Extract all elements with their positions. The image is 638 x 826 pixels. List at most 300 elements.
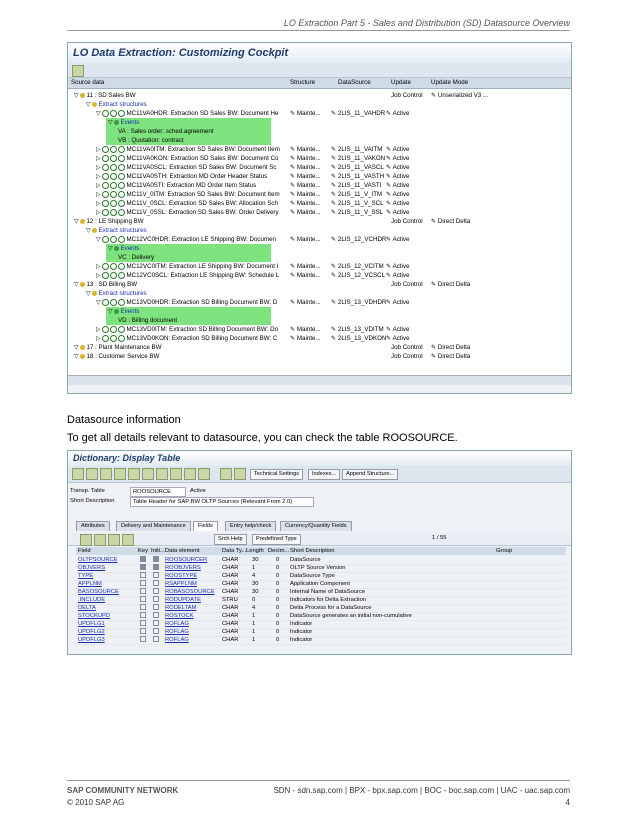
update-cell[interactable]: Job Control [391,92,423,99]
datasource-pencil-icon[interactable]: ✎ [331,164,338,171]
tree-node [96,145,286,154]
data-element-cell[interactable]: ROFLAG [165,629,189,635]
initial-checkbox[interactable] [153,564,159,570]
tree-row[interactable] [68,289,571,298]
status-light-icon [110,110,117,117]
update-cell[interactable]: Active [392,263,410,270]
structure-cell[interactable]: Mainte... [296,326,321,333]
status-light-icon [110,272,117,279]
transp-table-field[interactable]: ROOSOURCE [130,487,186,497]
tree-node-label: MC12VC0ITM: Extraction LE Shipping BW: Document I [126,263,279,270]
field-name-cell[interactable]: APPLNM [78,581,102,587]
status-light-icon [118,263,125,270]
mode-pencil-icon[interactable]: ✎ [431,344,438,351]
status-light-icon [110,182,117,189]
tree-row[interactable] [68,307,571,316]
datasource-pencil-icon[interactable]: ✎ [331,155,338,162]
expand-toggle-icon[interactable]: ▽ [74,281,81,288]
structure-cell[interactable]: Mainte... [296,209,321,216]
tree-row[interactable] [68,109,571,118]
datasource-pencil-icon[interactable]: ✎ [331,110,338,117]
delete-row-icon[interactable] [94,534,106,546]
length-cell: 30 [252,589,259,595]
expand-toggle-icon[interactable]: ▽ [74,344,81,351]
update-cell[interactable]: Active [392,335,410,342]
tree-row[interactable] [68,163,571,172]
update-pencil-icon[interactable]: ✎ [386,173,393,180]
update-pencil-icon[interactable]: ✎ [386,200,393,207]
tree-row[interactable] [68,217,571,226]
col-update: Update [391,79,411,86]
structure-cell[interactable]: Mainte... [296,182,321,189]
tree-row[interactable] [68,136,571,145]
tree-node-label: 12 : LE Shipping BW [86,218,144,225]
structure-cell[interactable]: Mainte... [296,155,321,162]
update-cell[interactable]: Active [392,155,410,162]
tree-node [96,208,286,217]
tree-node [74,352,286,361]
tree-row[interactable] [68,280,571,289]
length-cell: 4 [252,573,256,579]
initial-checkbox[interactable] [153,636,159,642]
key-checkbox[interactable] [140,628,146,634]
key-checkbox[interactable] [140,620,146,626]
back-icon[interactable] [72,468,84,480]
folder-icon [92,102,97,107]
data-type-cell: CHAR [222,613,239,619]
tab-fields[interactable]: Fields [193,521,218,531]
update-pencil-icon[interactable]: ✎ [386,155,393,162]
info-icon[interactable] [184,468,196,480]
structure-cell[interactable]: Mainte... [296,173,321,180]
update-pencil-icon[interactable]: ✎ [386,299,393,306]
expand-toggle-icon[interactable]: ▷ [96,182,103,189]
maintain-pencil-icon[interactable]: ✎ [290,209,297,216]
datasource-pencil-icon[interactable]: ✎ [331,173,338,180]
insert-row-icon[interactable] [80,534,92,546]
status-light-icon [118,209,125,216]
structure-cell[interactable]: Mainte... [296,110,321,117]
structure-cell[interactable]: Mainte... [296,272,321,279]
data-type-cell: CHAR [222,621,239,627]
maintain-pencil-icon[interactable]: ✎ [290,200,297,207]
maintain-pencil-icon[interactable]: ✎ [290,173,297,180]
key-checkbox[interactable] [140,636,146,642]
initial-checkbox[interactable] [153,580,159,586]
display-icon[interactable] [114,468,126,480]
maintain-pencil-icon[interactable]: ✎ [290,182,297,189]
status-light-icon [118,236,125,243]
expand-toggle-icon[interactable]: ▽ [108,308,115,315]
update-cell[interactable]: Job Control [391,344,423,351]
datasource-cell[interactable]: 2LIS_12_VCHDR [337,236,387,243]
update-pencil-icon[interactable]: ✎ [386,191,393,198]
short-description-field[interactable]: Table Header for SAP BW OLTP Sources (Relevant From 2.0) [130,497,314,507]
update-cell[interactable]: Active [392,236,410,243]
expand-toggle-icon[interactable]: ▽ [74,218,81,225]
data-element-cell[interactable]: ROOSOURCER [165,557,208,563]
status-light-icon [102,299,109,306]
tree-row[interactable] [68,181,571,190]
hierarchy-icon[interactable] [170,468,182,480]
maintain-pencil-icon[interactable]: ✎ [290,299,297,306]
tree-row[interactable] [68,118,571,127]
tree-row[interactable] [68,190,571,199]
maintain-icon[interactable] [72,65,84,77]
expand-toggle-icon[interactable]: ▷ [96,155,103,162]
expand-toggle-icon[interactable]: ▽ [108,119,115,126]
tree-node [96,325,286,334]
technical-settings-button[interactable]: Technical Settings [250,469,303,480]
field-name-cell[interactable]: .INCLUDE [78,597,106,603]
tab-delivery-maintenance[interactable]: Delivery and Maintenance [116,521,191,531]
tree-row[interactable] [68,172,571,181]
datasource-cell[interactable]: 2LIS_12_VCSCL [337,272,386,279]
tree-node [118,136,286,145]
update-pencil-icon[interactable]: ✎ [386,326,393,333]
expand-toggle-icon[interactable]: ▽ [96,299,103,306]
datasource-pencil-icon[interactable]: ✎ [331,182,338,189]
datasource-cell[interactable]: 2LIS_11_V_SCL [337,200,384,207]
update-cell[interactable]: Active [392,272,410,279]
tab-currency-quantity[interactable]: Currency/Quantity Fields [280,521,352,531]
decimals-cell: 0 [276,637,280,643]
datasource-pencil-icon[interactable]: ✎ [331,209,338,216]
tab-attributes[interactable]: Attributes [76,521,110,531]
tree-row[interactable] [68,298,571,307]
update-cell[interactable]: Active [392,209,410,216]
length-cell: 4 [252,605,256,611]
copy-icon[interactable] [108,534,120,546]
mode-pencil-icon[interactable]: ✎ [431,281,438,288]
status-light-icon [110,200,117,207]
search-help-button[interactable]: Srch Help [214,534,247,545]
update-cell[interactable]: Active [392,182,410,189]
key-checkbox[interactable] [140,580,146,586]
datasource-cell[interactable]: 2LIS_11_VASTI [337,182,382,189]
update-cell[interactable]: Active [392,326,410,333]
datasource-pencil-icon[interactable]: ✎ [331,200,338,207]
update-pencil-icon[interactable]: ✎ [386,110,393,117]
tree-row[interactable] [68,235,571,244]
data-type-cell: CHAR [222,573,239,579]
field-name-cell[interactable]: TYPE [78,573,94,579]
update-cell[interactable]: Active [392,110,410,117]
update-cell[interactable]: Active [392,299,410,306]
key-checkbox[interactable] [140,596,146,602]
structure-cell[interactable]: Mainte... [296,200,321,207]
data-element-cell[interactable]: RODUPDATE [165,597,201,603]
initial-checkbox[interactable] [153,628,159,634]
structure-cell[interactable]: Mainte... [296,191,321,198]
maintain-pencil-icon[interactable]: ✎ [290,326,297,333]
initial-checkbox[interactable] [153,604,159,610]
datasource-pencil-icon[interactable]: ✎ [331,263,338,270]
data-element-cell[interactable]: RSAPPLNM [165,581,197,587]
status-light-icon [102,272,109,279]
tree-row[interactable] [68,325,571,334]
key-checkbox[interactable] [140,612,146,618]
tree-node [74,91,286,100]
expand-toggle-icon[interactable]: ▽ [86,101,93,108]
status-light-icon [102,263,109,270]
initial-checkbox[interactable] [153,588,159,594]
status-light-icon [110,146,117,153]
col-group: Group [496,548,513,554]
update-pencil-icon[interactable]: ✎ [386,236,393,243]
mode-pencil-icon[interactable]: ✎ [431,92,438,99]
maintain-pencil-icon[interactable]: ✎ [290,146,297,153]
key-checkbox[interactable] [140,564,146,570]
initial-checkbox[interactable] [153,620,159,626]
datasource-cell[interactable]: 2LIS_13_VDITM [337,326,384,333]
update-cell[interactable]: Active [392,173,410,180]
col-field: Field [78,548,91,554]
length-cell: 1 [252,629,256,635]
table-icon[interactable] [220,468,232,480]
field-row[interactable] [76,636,566,645]
update-pencil-icon[interactable]: ✎ [386,182,393,189]
field-name-cell[interactable]: DELTA [78,605,96,611]
update-pencil-icon[interactable]: ✎ [386,263,393,270]
data-element-cell[interactable]: RODELTAM [165,605,197,611]
expand-toggle-icon[interactable]: ▽ [86,290,93,297]
activate-icon[interactable] [142,468,154,480]
tree-row[interactable] [68,100,571,109]
tree-node [96,172,286,181]
datasource-pencil-icon[interactable]: ✎ [331,146,338,153]
folder-icon [92,291,97,296]
status-light-icon [118,191,125,198]
tree-row[interactable] [68,343,571,352]
data-element-cell[interactable]: ROFLAG [165,621,189,627]
status-light-icon [102,110,109,117]
tree-node-label: MC11VA0STH: Extraction MD Order Header Status [126,173,268,180]
maintain-pencil-icon[interactable]: ✎ [290,155,297,162]
where-used-icon[interactable] [156,468,168,480]
append-structure-button[interactable]: Append Structure... [342,469,398,480]
status-light-icon [110,335,117,342]
update-pencil-icon[interactable]: ✎ [386,146,393,153]
check-icon[interactable] [128,468,140,480]
data-element-cell[interactable]: ROSTOCK [165,613,194,619]
col-source-data: Source data [71,79,105,86]
forward-icon[interactable] [86,468,98,480]
tree-node-label: VB : Quotation: contract [118,137,184,144]
expand-toggle-icon[interactable]: ▷ [96,335,103,342]
expand-toggle-icon[interactable]: ▽ [86,227,93,234]
expand-toggle-icon[interactable]: ▽ [74,353,81,360]
datasource-cell[interactable]: 2LIS_13_VDKON [337,335,387,342]
datasource-cell[interactable]: 2LIS_11_VAKON [337,155,386,162]
decimals-cell: 0 [276,605,280,611]
status-light-icon [102,191,109,198]
datasource-cell[interactable]: 2LIS_13_VDHDR [337,299,387,306]
data-element-cell[interactable]: ROOBJVERS [165,565,201,571]
tree-node [86,100,286,109]
tree-row[interactable] [68,334,571,343]
maintain-pencil-icon[interactable]: ✎ [290,191,297,198]
fields-toolbar [68,533,571,546]
field-name-cell[interactable]: BASOSOURCE [78,589,119,595]
short-description-cell: DataSource generates an initial non-cumulative [290,613,412,619]
key-checkbox[interactable] [140,556,146,562]
tree-row[interactable] [68,316,571,325]
status-light-icon [118,182,125,189]
tree-row[interactable] [68,154,571,163]
tree-node [108,244,286,253]
datasource-cell[interactable]: 2LIS_12_VCITM [337,263,384,270]
length-cell: 1 [252,637,256,643]
expand-toggle-icon[interactable]: ▷ [96,146,103,153]
update-cell[interactable]: Active [392,191,410,198]
maintain-pencil-icon[interactable]: ✎ [290,335,297,342]
expand-toggle-icon[interactable]: ▷ [96,209,103,216]
tree-row[interactable] [68,208,571,217]
expand-toggle-icon[interactable]: ▽ [74,92,81,99]
decimals-cell: 0 [276,589,280,595]
datasource-pencil-icon[interactable]: ✎ [331,299,338,306]
maintain-pencil-icon[interactable]: ✎ [290,236,297,243]
expand-toggle-icon[interactable]: ▷ [96,263,103,270]
update-mode-cell[interactable]: Direct Delta [437,281,471,288]
maintain-pencil-icon[interactable]: ✎ [290,272,297,279]
field-name-cell[interactable]: UPDFLG3 [78,637,105,643]
mode-pencil-icon[interactable]: ✎ [431,218,438,225]
key-checkbox[interactable] [140,572,146,578]
mode-pencil-icon[interactable]: ✎ [431,353,438,360]
structure-cell[interactable]: Mainte... [296,263,321,270]
tree-row[interactable] [68,91,571,100]
datasource-pencil-icon[interactable]: ✎ [331,272,338,279]
field-name-cell[interactable]: STOCKUPD [78,613,111,619]
tree-row[interactable] [68,127,571,136]
expand-toggle-icon[interactable]: ▷ [96,164,103,171]
tab-entry-help[interactable]: Entry help/check [225,521,276,531]
layout-icon[interactable] [198,468,210,480]
update-pencil-icon[interactable]: ✎ [386,209,393,216]
initial-checkbox[interactable] [153,596,159,602]
structure-cell[interactable]: Mainte... [296,299,321,306]
tree-node [96,154,286,163]
expand-toggle-icon[interactable]: ▽ [108,245,115,252]
expand-toggle-icon[interactable]: ▷ [96,200,103,207]
tree-row[interactable] [68,253,571,262]
tree-node [96,334,286,343]
datasource-cell[interactable]: 2LIS_11_VAITM [337,146,383,153]
datasource-pencil-icon[interactable]: ✎ [331,335,338,342]
structure-cell[interactable]: Mainte... [296,335,321,342]
status-light-icon [118,200,125,207]
field-name-cell[interactable]: OLTPSOURCE [78,557,118,563]
tree-row[interactable] [68,199,571,208]
data-type-cell: CHAR [222,581,239,587]
datasource-cell[interactable]: 2LIS_11_VASCL [337,164,384,171]
key-checkbox[interactable] [140,588,146,594]
expand-toggle-icon[interactable]: ▷ [96,326,103,333]
maintain-pencil-icon[interactable]: ✎ [290,164,297,171]
short-description-cell: Indicator [290,629,313,635]
horizontal-scrollbar[interactable] [68,375,571,385]
tree-node-label: Extract structures [98,101,147,108]
expand-toggle-icon[interactable]: ▷ [96,191,103,198]
update-pencil-icon[interactable]: ✎ [386,272,393,279]
tree-row[interactable] [68,145,571,154]
predefined-type-button[interactable]: Predefined Type [252,534,301,545]
data-type-cell: CHAR [222,557,239,563]
update-mode-cell[interactable]: Direct Delta [437,344,471,351]
initial-checkbox[interactable] [153,556,159,562]
tree-row[interactable] [68,352,571,361]
datasource-pencil-icon[interactable]: ✎ [331,191,338,198]
data-element-cell[interactable]: ROBASOSOURCE [165,589,215,595]
update-cell[interactable]: Job Control [391,281,423,288]
status-light-icon [102,209,109,216]
tree-node [118,127,286,136]
maintain-pencil-icon[interactable]: ✎ [290,110,297,117]
datasource-pencil-icon[interactable]: ✎ [331,236,338,243]
contents-icon[interactable] [234,468,246,480]
update-mode-cell[interactable]: Direct Delta [437,218,471,225]
tree-row[interactable] [68,244,571,253]
expand-toggle-icon[interactable]: ▷ [96,173,103,180]
datasource-cell[interactable]: 2LIS_11_V_ITM [337,191,383,198]
initial-checkbox[interactable] [153,572,159,578]
expand-toggle-icon[interactable]: ▽ [96,236,103,243]
indexes-button[interactable]: Indexes... [308,469,340,480]
status-light-icon [102,200,109,207]
field-name-cell[interactable]: UPDFLG2 [78,629,105,635]
key-checkbox[interactable] [140,604,146,610]
initial-checkbox[interactable] [153,612,159,618]
datasource-cell[interactable]: 2LIS_11_VAHDR [337,110,386,117]
edit-icon[interactable] [100,468,112,480]
col-length: Length [246,548,264,554]
paste-icon[interactable] [122,534,134,546]
datasource-cell[interactable]: 2LIS_11_VASTH [337,173,385,180]
data-element-cell[interactable]: ROOSTYPE [165,573,198,579]
update-pencil-icon[interactable]: ✎ [386,335,393,342]
tree-row[interactable] [68,226,571,235]
update-pencil-icon[interactable]: ✎ [386,164,393,171]
update-mode-cell[interactable]: Unserialized V3 ... [437,92,489,99]
structure-cell[interactable]: Mainte... [296,146,321,153]
update-mode-cell[interactable]: Direct Delta [437,353,471,360]
tree-row[interactable] [68,271,571,280]
update-cell[interactable]: Active [392,164,410,171]
col-key: Key [138,548,148,554]
structure-cell[interactable]: Mainte... [296,164,321,171]
decimals-cell: 0 [276,581,280,587]
decimals-cell: 0 [276,573,280,579]
field-name-cell[interactable]: OBJVERS [78,565,106,571]
field-name-cell[interactable]: UPDFLG1 [78,621,105,627]
datasource-pencil-icon[interactable]: ✎ [331,326,338,333]
update-cell[interactable]: Active [392,200,410,207]
structure-cell[interactable]: Mainte... [296,236,321,243]
expand-toggle-icon[interactable]: ▷ [96,272,103,279]
expand-toggle-icon[interactable]: ▽ [96,110,103,117]
tree-node [96,109,286,118]
maintain-pencil-icon[interactable]: ✎ [290,263,297,270]
data-element-cell[interactable]: ROFLAG [165,637,189,643]
status-light-icon [118,326,125,333]
update-cell[interactable]: Job Control [391,218,423,225]
update-cell[interactable]: Job Control [391,353,423,360]
tree-row[interactable] [68,262,571,271]
datasource-cell[interactable]: 2LIS_11_V_SSL [337,209,384,216]
update-cell[interactable]: Active [392,146,410,153]
